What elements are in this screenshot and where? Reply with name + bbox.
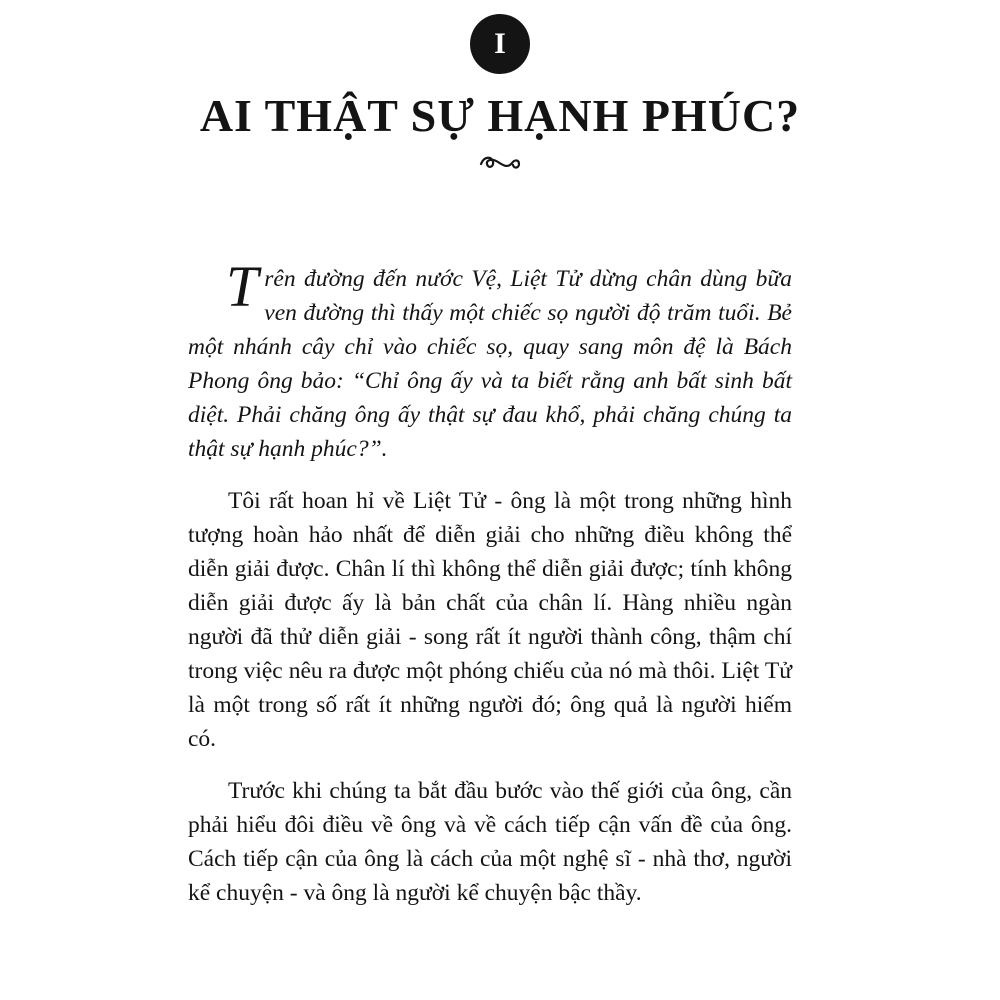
paragraph-3 <box>188 774 792 910</box>
body-text <box>188 254 792 910</box>
paragraph-2 <box>188 484 792 756</box>
chapter-title: AI THẬT SỰ HẠNH PHÚC? <box>199 90 801 141</box>
paragraph-2-text: Tôi rất hoan hỉ về Liệt Tử - ông là một trong những hình tượng hoàn hảo nhất để diễn giải cho những điều không thể diễn giải được. Chân lí thì không thể diễn giải được; tính không diễn giải được ấy là bản chất của chân lí. Hàng nhiều ngàn người đã thử diễn giải - song rất ít người thành công, thậm chí trong việc nêu ra được một phóng chiếu của nó mà thôi. Liệt Tử là một trong số rất ít những người đó; ông quả là người hiếm có. <box>188 488 792 752</box>
chapter-number-badge <box>470 14 530 74</box>
paragraph-1-text: rên đường đến nước Vệ, Liệt Tử dừng chân dùng bữa ven đường thì thấy một chiếc sọ người độ trăm tuổi. Bẻ một nhánh cây chỉ vào chiếc sọ, quay sang môn đệ là Bách Phong ông bảo: “Chỉ ông ấy và ta biết rằng anh bất sinh bất diệt. Phải chăng ông ấy thật sự đau khổ, phải chăng chúng ta thật sự hạnh phúc?”. <box>188 266 792 462</box>
paragraph-3-text: Trước khi chúng ta bắt đầu bước vào thế giới của ông, cần phải hiểu đôi điều về ông và về cách tiếp cận vấn đề của ông. Cách tiếp cận của ông là cách của một nghệ sĩ - nhà thơ, người kể chuyện - và ông là người kể chuyện bậc thầy. <box>188 778 792 906</box>
paragraph-1 <box>188 254 792 466</box>
chapter-number: I <box>494 27 506 60</box>
flourish-ornament-icon <box>478 150 522 174</box>
drop-cap: T <box>226 254 259 319</box>
